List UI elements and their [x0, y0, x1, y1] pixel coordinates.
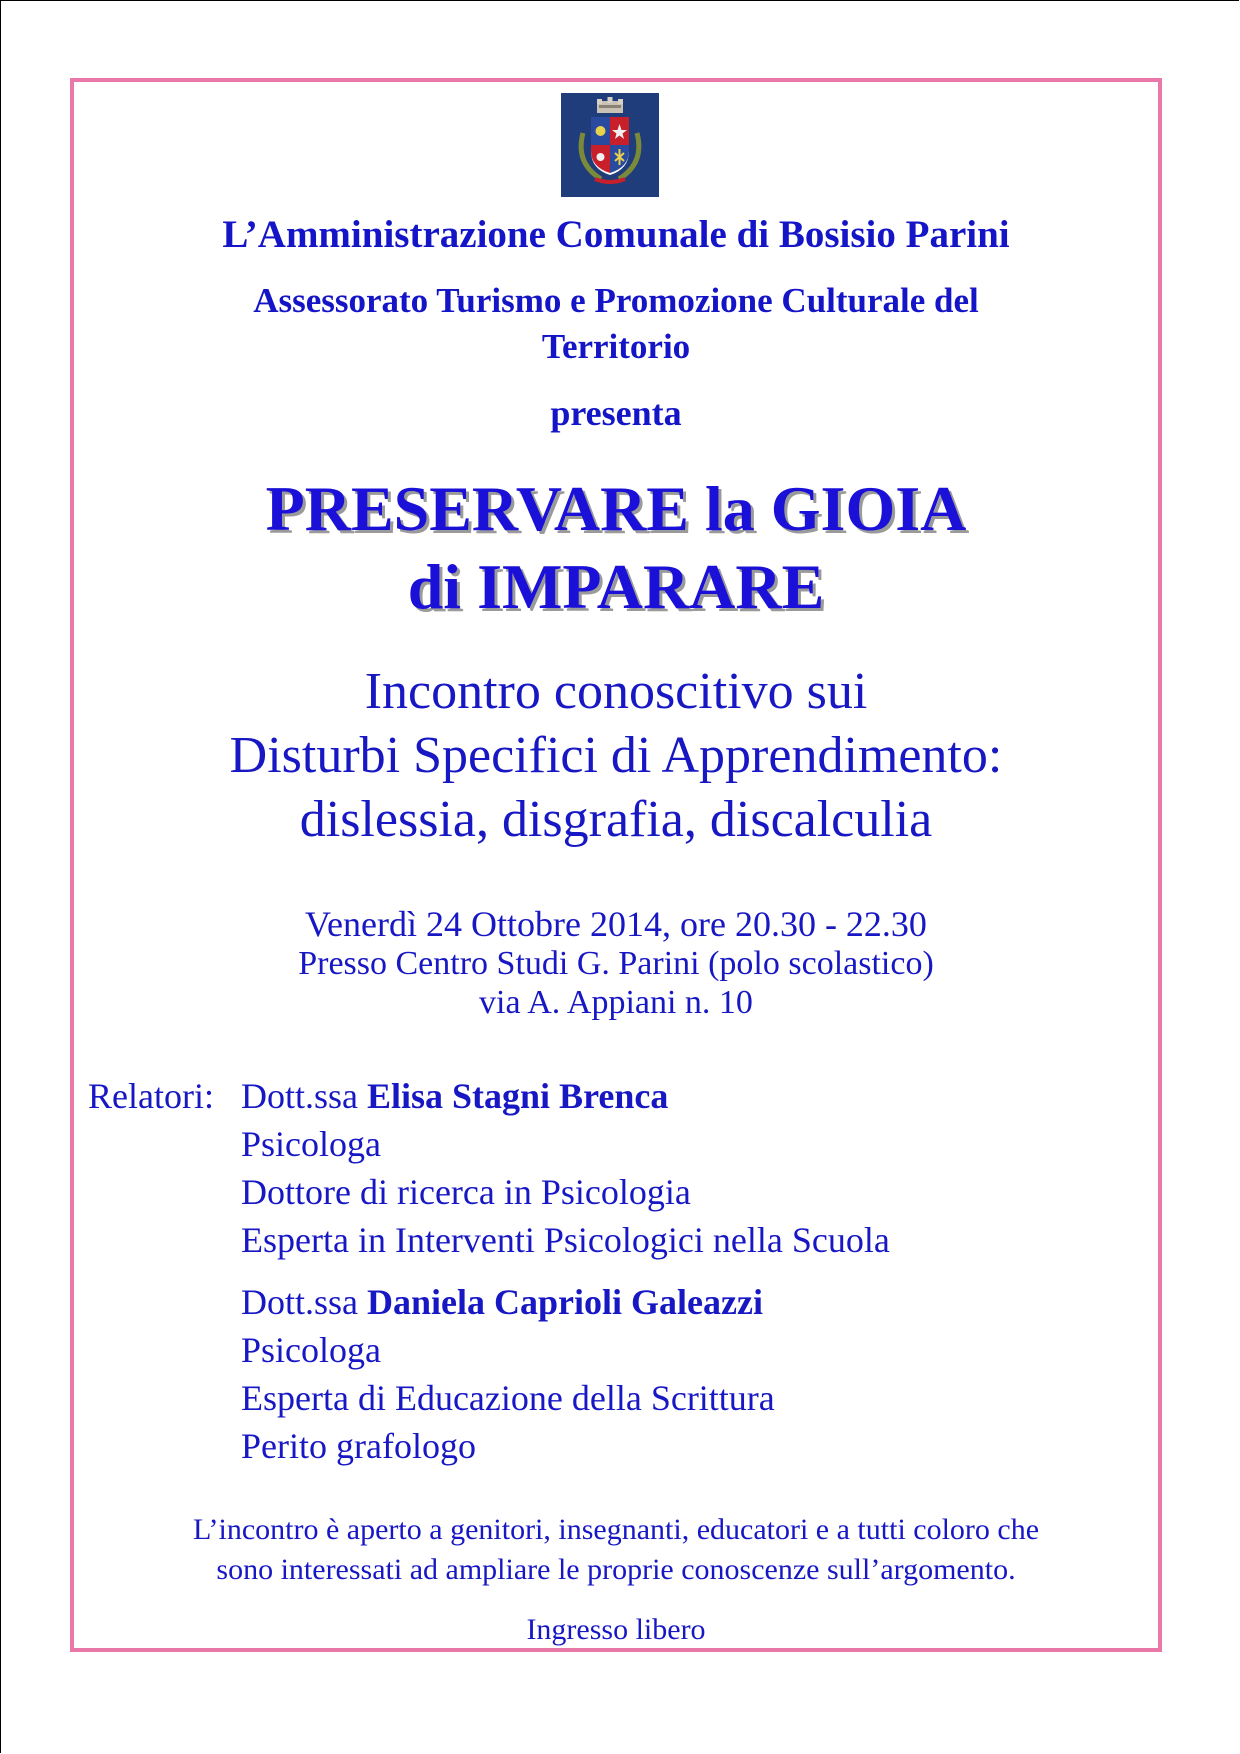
speaker-1-role: Dottore di ricerca in Psicologia: [241, 1172, 691, 1212]
department-line-2: Territorio: [541, 327, 691, 366]
event-address: via A. Appiani n. 10: [479, 984, 753, 1021]
event-title: [74, 470, 1158, 626]
event-details: [74, 905, 1158, 1022]
event-venue: Presso Centro Studi G. Parini (polo scolastico): [298, 945, 934, 982]
speaker-1-role: Esperta in Interventi Psicologici nella Scuola: [241, 1220, 890, 1260]
event-subtitle: [74, 660, 1158, 852]
speaker-1-heading: [241, 1072, 1141, 1120]
audience-note-line-2: sono interessati ad ampliare le proprie conoscenze sull’argomento.: [216, 1553, 1016, 1586]
speaker-2-title: Dott.ssa: [241, 1282, 358, 1322]
administration-heading: L’Amministrazione Comunale di Bosisio Parini: [222, 213, 1010, 256]
speaker-2-role: Esperta di Educazione della Scrittura: [241, 1378, 775, 1418]
speakers-label: Relatori:: [88, 1076, 214, 1116]
department-line-1: Assessorato Turismo e Promozione Culturale del: [253, 281, 979, 320]
municipal-crest-logo: [561, 93, 659, 197]
admission-note: Ingresso libero: [526, 1613, 706, 1646]
audience-note: [74, 1510, 1158, 1590]
speaker-1-role: Psicologa: [241, 1124, 381, 1164]
speaker-2-name: Daniela Caprioli Galeazzi: [367, 1282, 763, 1322]
speaker-1-name: Elisa Stagni Brenca: [367, 1076, 669, 1116]
event-title-line-1: PRESERVARE la GIOIA: [265, 473, 967, 544]
speaker-2-role: Psicologa: [241, 1330, 381, 1370]
event-title-line-2: di IMPARARE: [407, 551, 825, 622]
subtitle-line-1: Incontro conoscitivo sui: [364, 663, 868, 720]
audience-note-line-1: L’incontro è aperto a genitori, insegnanti, educatori e a tutti coloro che: [192, 1513, 1040, 1546]
presents-label: presenta: [550, 393, 682, 433]
speaker-1-title: Dott.ssa: [241, 1076, 358, 1116]
speakers-list: [241, 1072, 1141, 1470]
speaker-2-role: Perito grafologo: [241, 1426, 476, 1466]
subtitle-line-3: dislessia, disgrafia, discalculia: [299, 791, 933, 848]
department-heading: [74, 278, 1158, 370]
subtitle-line-2: Disturbi Specifici di Apprendimento:: [229, 727, 1003, 784]
event-datetime: Venerdì 24 Ottobre 2014, ore 20.30 - 22.30: [305, 904, 927, 944]
speaker-2-heading: [241, 1278, 1141, 1326]
